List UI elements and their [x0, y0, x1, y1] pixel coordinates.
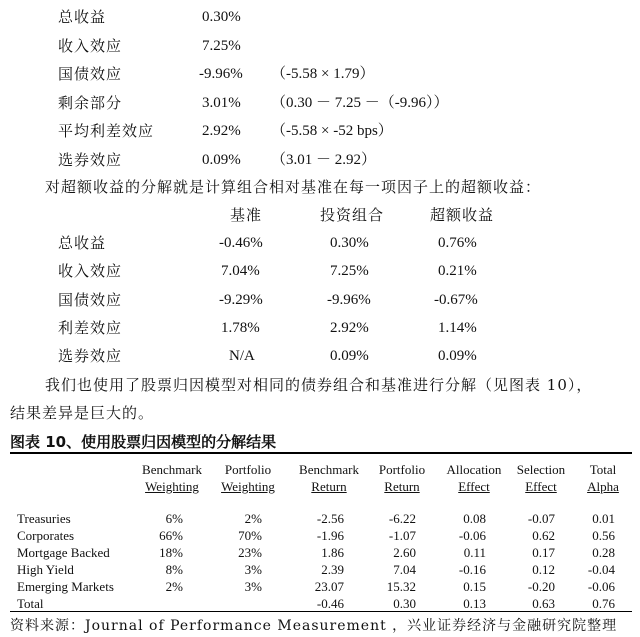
excess-row-label: 选券效应 [58, 347, 123, 365]
excess-cell: N/A [229, 348, 255, 364]
source-note: 资料来源：Journal of Performance Measurement ，兴业证券经济与金融研究院整理 [10, 618, 618, 634]
figure-cell: 0.17 [532, 545, 555, 560]
row-label: 平均利差效应 [58, 122, 155, 140]
excess-cell: -0.46% [219, 235, 263, 251]
excess-header-portfolio: 投资组合 [320, 206, 385, 224]
row-note: （3.01 － 2.92） [271, 152, 377, 168]
header-benchmark-weighting: Benchmark Weighting [142, 462, 202, 494]
figure-cell: 0.08 [463, 511, 486, 526]
header-portfolio-weighting: Portfolio Weighting [221, 462, 275, 494]
figure-cell: 7.04 [393, 562, 416, 577]
figure-row-label: Total [17, 596, 44, 611]
excess-cell: 7.25% [330, 263, 369, 279]
header-allocation-effect: Allocation Effect [446, 462, 502, 494]
figure-cell: 2% [165, 579, 183, 594]
excess-header-excess: 超额收益 [430, 206, 495, 224]
figure-row-label: Emerging Markets [17, 579, 114, 594]
row-value: 0.09% [202, 152, 241, 168]
row-label: 选券效应 [58, 151, 123, 169]
figure-cell: -0.46 [316, 596, 344, 611]
figure-cell: -0.16 [458, 562, 486, 577]
excess-cell: 0.30% [330, 235, 369, 251]
paragraph-line-2: 结果差异是巨大的。 [10, 404, 155, 422]
figure-bottom-rule [10, 611, 632, 612]
excess-row-label: 收入效应 [58, 262, 123, 280]
figure-cell: 0.01 [592, 511, 615, 526]
figure-cell: 2% [244, 511, 262, 526]
row-label: 总收益 [58, 8, 107, 26]
figure-cell: 3% [244, 579, 262, 594]
figure-cell: 0.11 [463, 545, 486, 560]
figure-row-label: Corporates [17, 528, 75, 543]
excess-row-label: 国债效应 [58, 291, 123, 309]
figure-cell: 0.56 [592, 528, 615, 543]
figure-cell: -2.56 [316, 511, 344, 526]
figure-cell: 18% [159, 545, 183, 560]
figure-cell: -0.04 [587, 562, 615, 577]
figure-cell: -0.20 [527, 579, 555, 594]
figure-cell: 3% [244, 562, 262, 577]
figure-cell: 15.32 [386, 579, 416, 594]
figure-cell: -0.06 [587, 579, 615, 594]
figure-cell: -6.22 [388, 511, 416, 526]
header-selection-effect: Selection Effect [516, 462, 566, 494]
figure-row-label: High Yield [17, 562, 74, 577]
excess-cell: 1.14% [438, 320, 477, 336]
row-note: （-5.58 × -52 bps） [271, 123, 393, 139]
figure-cell: 2.39 [321, 562, 344, 577]
figure-cell: -1.07 [388, 528, 416, 543]
header-total-alpha: Total Alpha [587, 462, 619, 494]
figure-cell: 6% [165, 511, 183, 526]
figure-title: 图表 10、使用股票归因模型的分解结果 [10, 433, 277, 451]
excess-cell: 0.76% [438, 235, 477, 251]
intro-sentence: 对超额收益的分解就是计算组合相对基准在每一项因子上的超额收益： [45, 178, 542, 196]
row-note: （-5.58 × 1.79） [271, 66, 375, 82]
figure-row-label: Treasuries [17, 511, 71, 526]
figure-title-rule [10, 452, 632, 454]
excess-cell: 7.04% [221, 263, 260, 279]
excess-header-benchmark: 基准 [230, 206, 263, 224]
figure-cell: -1.96 [316, 528, 344, 543]
excess-cell: -0.67% [434, 292, 478, 308]
excess-cell: -9.96% [327, 292, 371, 308]
figure-cell: 23.07 [314, 579, 344, 594]
header-benchmark-return: Benchmark Return [299, 462, 359, 494]
excess-cell: 0.09% [438, 348, 477, 364]
row-value: 3.01% [202, 95, 241, 111]
excess-cell: 0.09% [330, 348, 369, 364]
figure-cell: 2.60 [393, 545, 416, 560]
figure-cell: 0.28 [592, 545, 615, 560]
figure-cell: 1.86 [321, 545, 344, 560]
figure-cell: -0.06 [458, 528, 486, 543]
row-value: 0.30% [202, 9, 241, 25]
figure-cell: 0.13 [463, 596, 486, 611]
figure-cell: 0.12 [532, 562, 555, 577]
row-note: （0.30 － 7.25 －（-9.96）） [271, 95, 449, 111]
row-label: 剩余部分 [58, 94, 123, 112]
figure-cell: 23% [238, 545, 262, 560]
header-portfolio-return: Portfolio Return [378, 462, 426, 494]
excess-row-label: 总收益 [58, 234, 107, 252]
figure-row-label: Mortgage Backed [17, 545, 110, 560]
figure-cell: 0.30 [393, 596, 416, 611]
excess-row-label: 利差效应 [58, 319, 123, 337]
row-value: 7.25% [202, 38, 241, 54]
excess-cell: -9.29% [219, 292, 263, 308]
row-value: 2.92% [202, 123, 241, 139]
excess-cell: 1.78% [221, 320, 260, 336]
figure-cell: 66% [159, 528, 183, 543]
row-value: -9.96% [199, 66, 243, 82]
row-label: 收入效应 [58, 37, 123, 55]
paragraph-line-1: 我们也使用了股票归因模型对相同的债券组合和基准进行分解（见图表 10）， [45, 376, 593, 394]
figure-cell: 8% [165, 562, 183, 577]
figure-cell: 0.63 [532, 596, 555, 611]
figure-cell: 0.62 [532, 528, 555, 543]
figure-cell: 0.76 [592, 596, 615, 611]
figure-cell: 0.15 [463, 579, 486, 594]
excess-cell: 2.92% [330, 320, 369, 336]
figure-cell: -0.07 [527, 511, 555, 526]
figure-cell: 70% [238, 528, 262, 543]
row-label: 国债效应 [58, 65, 123, 83]
excess-cell: 0.21% [438, 263, 477, 279]
